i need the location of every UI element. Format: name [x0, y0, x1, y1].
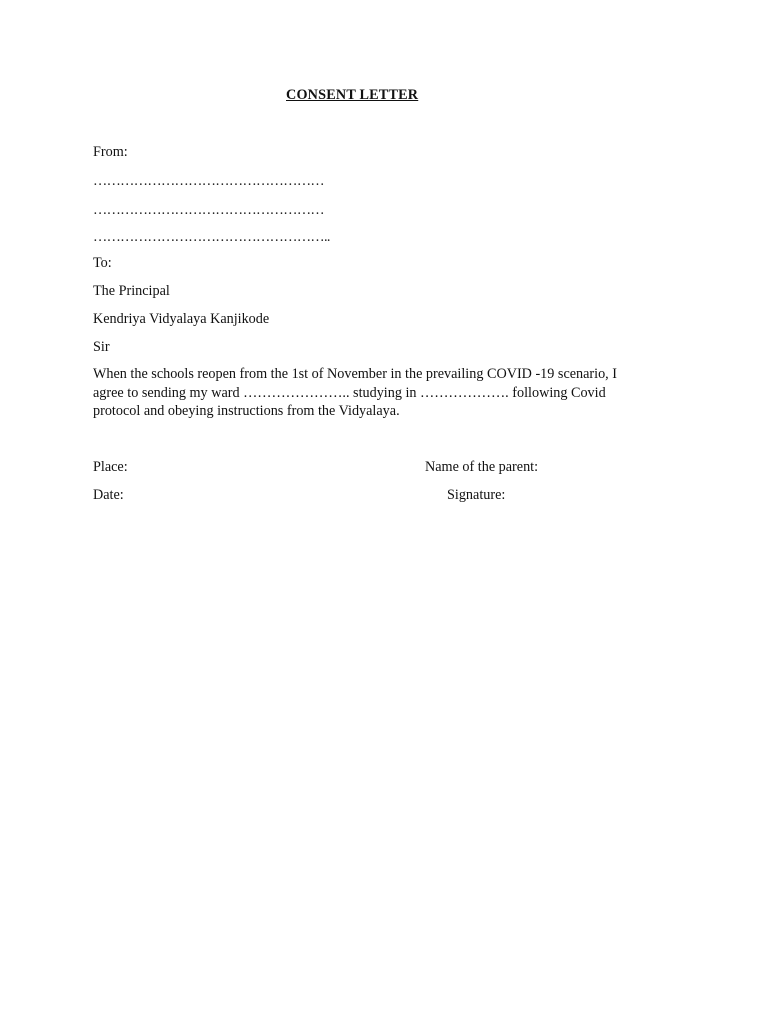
from-address-line-2: ……………………………………………: [93, 202, 324, 218]
parent-name-label: Name of the parent:: [425, 459, 539, 475]
letter-body: [93, 365, 675, 421]
place-label: Place:: [93, 459, 128, 475]
letter-title: CONSENT LETTER: [286, 87, 419, 103]
from-address-line-3: ……………………………………………..: [93, 229, 330, 245]
letter-body-line-2: agree to sending my ward ………………….. studying in ………………. following Covid: [93, 384, 606, 401]
from-address-line-1: ……………………………………………: [93, 173, 324, 189]
salutation: Sir: [93, 339, 110, 355]
to-label: To:: [93, 255, 112, 271]
recipient-title: The Principal: [93, 283, 170, 299]
letter-body-line-1: When the schools reopen from the 1st of November in the prevailing COVID -19 scenario, I: [93, 366, 618, 382]
date-label: Date:: [93, 487, 124, 503]
from-label: From:: [93, 144, 128, 160]
school-name: Kendriya Vidyalaya Kanjikode: [93, 311, 270, 327]
signature-label: Signature:: [447, 487, 506, 503]
letter-body-line-3: protocol and obeying instructions from the Vidyalaya.: [93, 403, 400, 419]
